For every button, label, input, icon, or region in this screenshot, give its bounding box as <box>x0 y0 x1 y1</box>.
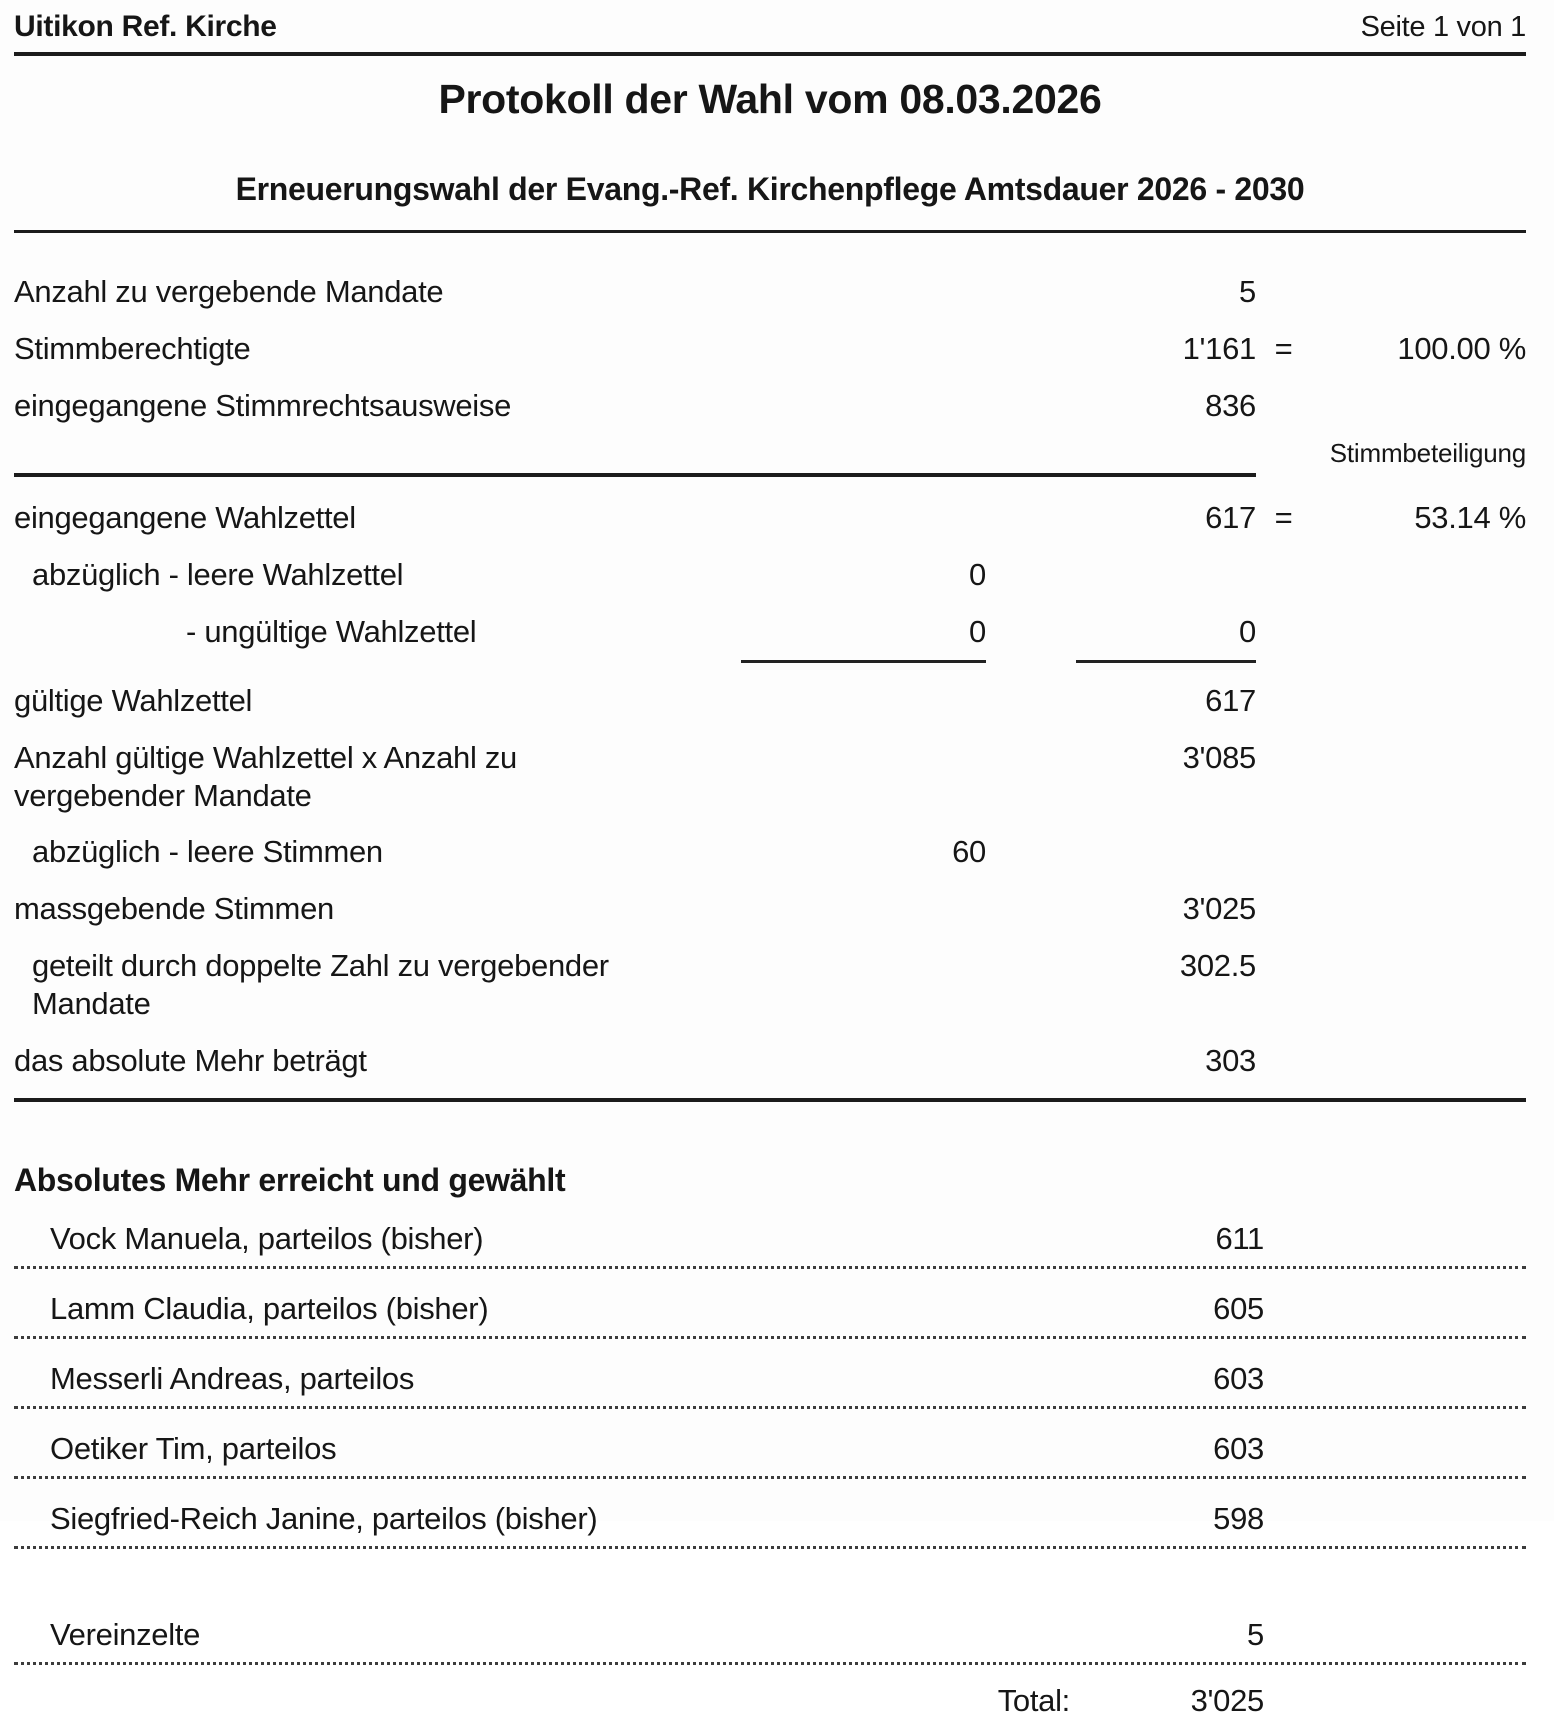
candidate-name: Oetiker Tim, parteilos <box>50 1431 337 1467</box>
stat-row-invalid-ballots <box>14 613 1526 663</box>
stat-value: 617 <box>1205 682 1256 718</box>
stat-label: Anzahl zu vergebende Mandate <box>14 274 444 309</box>
results-heading: Absolutes Mehr erreicht und gewählt <box>14 1162 566 1199</box>
document-title: Protokoll der Wahl vom 08.03.2026 <box>438 76 1102 122</box>
candidate-votes: 603 <box>1213 1361 1264 1397</box>
stat-label: eingegangene Stimmrechtsausweise <box>14 387 512 423</box>
stat-label: Anzahl gültige Wahlzettel x Anzahl zu vergebender Mandate <box>14 739 517 813</box>
stat-value: 836 <box>1205 387 1256 423</box>
candidate-votes: 603 <box>1213 1431 1264 1467</box>
scattered-votes-label: Vereinzelte <box>50 1617 201 1653</box>
stat-label: gültige Wahlzettel <box>14 682 253 718</box>
stat-row-ballots-times-mandates <box>14 739 1526 815</box>
equals-sign: = <box>1274 500 1293 536</box>
statistics-end-divider <box>14 1098 1526 1102</box>
scattered-votes-value: 5 <box>1247 1617 1264 1653</box>
stat-value: 1'161 <box>1182 330 1256 366</box>
candidate-name: Lamm Claudia, parteilos (bisher) <box>50 1291 489 1327</box>
stat-subvalue: 60 <box>952 834 986 870</box>
stat-row-ballots-received <box>14 499 1526 537</box>
candidate-row <box>14 1199 1526 1269</box>
candidate-row <box>14 1409 1526 1479</box>
stat-row-mandates <box>14 273 1526 311</box>
stat-row-empty-votes <box>14 833 1526 871</box>
stat-value: 302.5 <box>1179 947 1256 983</box>
header-divider <box>14 52 1526 56</box>
stat-value-underlined: 0 <box>1076 613 1256 663</box>
statistics-divider <box>14 473 1256 477</box>
stat-label: abzüglich - leere Wahlzettel <box>32 557 404 593</box>
stat-value: 303 <box>1205 1042 1256 1078</box>
stat-percent: 100.00 % <box>1397 330 1526 366</box>
stat-row-voting-cards <box>14 387 1526 425</box>
ballot-statistics <box>14 273 1526 1079</box>
stat-row-eligible-voters <box>14 330 1526 368</box>
scattered-votes-row <box>14 1549 1526 1665</box>
page-indicator: Seite 1 von 1 <box>1360 11 1526 43</box>
stat-label: geteilt durch doppelte Zahl zu vergebender Mandate <box>32 947 609 1021</box>
stat-label: das absolute Mehr beträgt <box>14 1042 367 1078</box>
candidate-votes: 605 <box>1213 1291 1264 1327</box>
stat-row-divided-by-double <box>14 947 1526 1023</box>
stat-label: abzüglich - leere Stimmen <box>32 834 383 870</box>
stat-row-absolute-majority <box>14 1042 1526 1080</box>
page-header <box>14 10 1526 44</box>
participation-label: Stimmbeteiligung <box>1329 438 1526 469</box>
total-row <box>14 1683 1526 1719</box>
candidate-row <box>14 1339 1526 1409</box>
total-value: 3'025 <box>1190 1683 1264 1719</box>
candidate-name: Vock Manuela, parteilos (bisher) <box>50 1221 484 1257</box>
candidate-name: Siegfried-Reich Janine, parteilos (bisher) <box>50 1501 598 1537</box>
elected-candidates-list <box>14 1199 1526 1665</box>
stat-row-empty-ballots <box>14 556 1526 594</box>
stat-value: 5 <box>1239 274 1256 309</box>
stat-label: massgebende Stimmen <box>14 891 334 927</box>
stat-row-valid-ballots <box>14 682 1526 720</box>
candidate-row <box>14 1479 1526 1549</box>
stat-value: 3'025 <box>1182 891 1256 927</box>
stat-label: Stimmberechtigte <box>14 330 251 366</box>
stat-label: - ungültige Wahlzettel <box>186 614 477 650</box>
candidate-votes: 598 <box>1213 1501 1264 1537</box>
candidate-name: Messerli Andreas, parteilos <box>50 1361 415 1397</box>
stat-label: eingegangene Wahlzettel <box>14 500 356 536</box>
equals-sign: = <box>1274 330 1293 366</box>
candidate-votes: 611 <box>1215 1221 1264 1257</box>
total-label: Total: <box>997 1683 1070 1719</box>
organization-name: Uitikon Ref. Kirche <box>14 10 277 43</box>
stat-row-decisive-votes <box>14 890 1526 928</box>
stat-percent: 53.14 % <box>1414 500 1526 536</box>
stat-value: 3'085 <box>1182 739 1256 775</box>
subtitle-divider <box>14 230 1526 233</box>
document-subtitle: Erneuerungswahl der Evang.-Ref. Kirchenpflege Amtsdauer 2026 - 2030 <box>235 171 1305 207</box>
stat-subvalue-underlined: 0 <box>741 613 986 663</box>
candidate-row <box>14 1269 1526 1339</box>
stat-subvalue: 0 <box>969 557 986 593</box>
stat-value: 617 <box>1205 500 1256 536</box>
